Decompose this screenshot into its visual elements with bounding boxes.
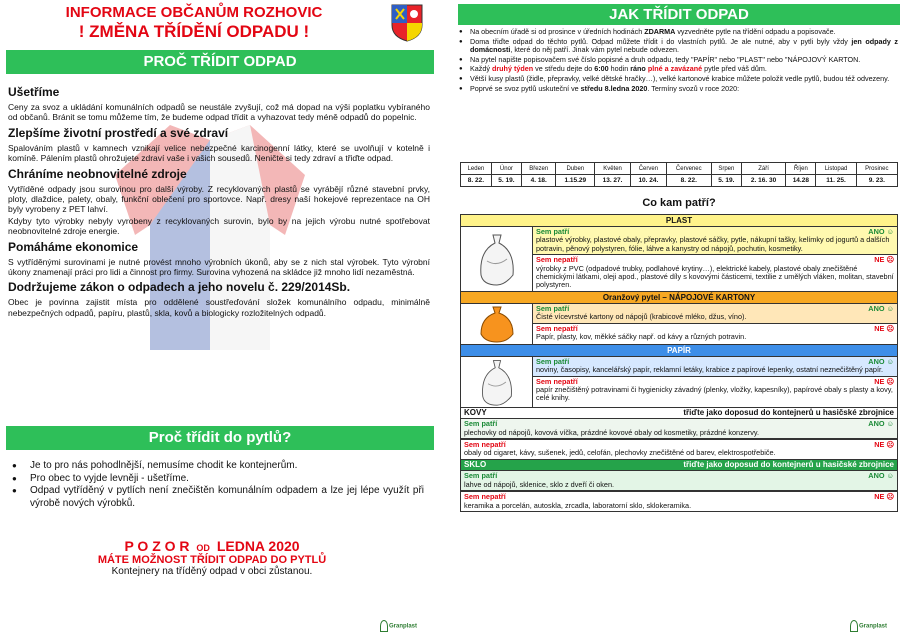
papir-row — [461, 356, 897, 407]
coat-of-arms-icon — [390, 3, 424, 43]
list-item: ● Poprvé se svoz pytlů uskuteční ve středu 8.ledna 2020. Termíny svozů v roce 2020: — [458, 85, 898, 94]
notice — [20, 538, 404, 578]
sklo-note: třiďte jako doposud do kontejnerů u hasičské zbrojnice — [683, 459, 894, 469]
notice-title — [20, 538, 404, 554]
sem-patri-label: Sem patří — [536, 303, 570, 313]
section-text: Spalováním plastů v kamnech vznikají velice nebezpečné karcinogenní látky, které se uvolňují v kotelně i komíně. Pálením plastů ohrožujete zdraví vaše i vašich sousedů. Neničte si tedy zdraví a třiďte odpad. — [8, 142, 430, 164]
plast-no-text: výrobky z PVC (odpadové trubky, podlahové krytiny…), elektrické kabely, plastové obaly znečištěné chemickými látkami, oleji apod., plastové díly s kovovými částicemi, textilie z umělých vláken, molitan, stavební polystyren. — [536, 263, 894, 290]
section-title: Dodržujeme zákon o odpadech a jeho novelu č. 229/2014Sb. — [8, 280, 351, 295]
section-text: S vytříděnými surovinami je nutné provést mnoho výrobních úkonů, aby se z nich stal výrobek. Tyto výrobní úkony znamenají práci pro lidi a činnost pro firmy. Surovina vyhozená na skládce již mnoho lidí nezaměstná. — [8, 256, 430, 278]
notice-line3: Kontejnery na tříděný odpad v obci zůstanou. — [111, 566, 313, 577]
bag-cell — [461, 304, 533, 344]
date-cell: 9. 23. — [856, 175, 897, 187]
ne-label: NE ☹ — [874, 440, 894, 450]
list-item: ● Je to pro nás pohodlnější, nemusíme chodit ke kontejnerům. — [10, 460, 424, 473]
month-cell: Březen — [522, 163, 556, 175]
month-cell: Listopad — [816, 163, 856, 175]
ano-label: ANO ☺ — [868, 471, 894, 481]
list-item: ● Na obecním úřadě si od prosince v úředních hodinách ZDARMA vyzvedněte pytle na třídění odpadu a popisovače. — [458, 28, 898, 37]
plast-yes-text: plastové výrobky, plastové obaly, přepravky, plastové sáčky, pytle, nákupní tašky, kelímky od jogurtů a dalších potravin, pěnový polystyren, fólie, láhve a kanystry od nápojů, pochutin, kosmetiky. — [536, 235, 890, 253]
sklo-no-text: keramika a porcelán, autoskla, zrcadla, laboratorní sklo, sklokeramika. — [464, 500, 692, 510]
date-cell: 14.28 — [786, 175, 816, 187]
karton-title: Oranžový pytel – NÁPOJOVÉ KARTONY — [461, 292, 897, 303]
papir-yes — [533, 357, 897, 377]
notice-word: P O Z O R — [124, 538, 190, 554]
plast-title: PLAST — [461, 215, 897, 226]
date-cell: 8. 22. — [461, 175, 492, 187]
logo-mark-icon — [850, 620, 858, 632]
ano-label: ANO ☺ — [868, 419, 894, 429]
kovy-yes — [461, 418, 897, 439]
month-cell: Červenec — [666, 163, 711, 175]
date-cell: 10. 24. — [630, 175, 666, 187]
sem-nepatri-label: Sem nepatří — [464, 440, 506, 450]
how-sort-list — [458, 28, 898, 94]
ano-label: ANO ☺ — [868, 303, 894, 313]
collection-schedule — [460, 162, 898, 187]
karton-no — [533, 324, 897, 343]
month-cell: Květen — [595, 163, 631, 175]
header-line2: ! ZMĚNA TŘÍDĚNÍ ODPADU ! — [78, 22, 310, 41]
sem-nepatri-label: Sem nepatří — [536, 255, 578, 265]
date-cell: 13. 27. — [595, 175, 631, 187]
month-cell: Červen — [630, 163, 666, 175]
notice-line2: MÁTE MOŽNOST TŘÍDIT ODPAD DO PYTLŮ — [97, 554, 327, 566]
logo-mark-icon — [380, 620, 388, 632]
list-item: ● Na pytel napište popisovačem své číslo popisné a druh odpadu, tedy "PAPÍR" nebo "PLAST" nebo "NÁPOJOVÝ KARTON. — [458, 56, 898, 65]
bag-cell — [461, 227, 533, 291]
sem-nepatri-label: Sem nepatří — [464, 492, 506, 502]
months-row — [461, 163, 898, 175]
month-cell: Únor — [491, 163, 521, 175]
kovy-title: KOVY — [464, 407, 487, 417]
list-item: ● Větší kusy plastů (židle, přepravky, velké dětské hračky…), velké kartonové krabice můžete položit vedle pytlů, budou též odvezeny. — [458, 75, 898, 84]
notice-od: OD — [196, 543, 210, 553]
karton-no-text: Papír, plasty, kov, měkké sáčky např. od kávy a různých potravin. — [536, 332, 747, 342]
section-text: Vytříděné odpady jsou surovinou pro další výroby. Z recyklovaných plastů se vyrábějí různé stavební prvky, ploty, dlaždice, palety, obaly, funkční oblečení pro sportovce. Např. dresy naší hokejové reprezentace na OH byly vyrobeny z PET lahví. — [8, 183, 430, 215]
ano-label: ANO ☺ — [868, 356, 894, 366]
clear-bag-icon — [475, 231, 519, 287]
section-text: Kdyby tyto výrobky nebyly vyrobeny z recyklovaných surovin, bylo by na jejich výrobu nutné spotřebovat neobnovitelné zdroje energie. — [8, 215, 430, 237]
month-cell: Prosinec — [856, 163, 897, 175]
sorting-guide — [460, 214, 898, 512]
sklo-title: SKLO — [464, 459, 487, 469]
orange-bag-icon — [477, 304, 517, 344]
kovy-yes-text: plechovky od nápojů, kovová víčka, prázdné kovové obaly od kosmetiky, prázdné konzervy. — [464, 427, 760, 437]
papir-section — [460, 345, 898, 408]
date-cell: 5. 19. — [711, 175, 741, 187]
karton-yes-text: Čisté vícevrstvé kartony od nápojů (krabicové mléko, džus, víno). — [536, 312, 747, 322]
section-title: Pomáháme ekonomice — [8, 239, 139, 254]
section-title: Ušetříme — [8, 85, 60, 99]
ne-label: NE ☹ — [874, 492, 894, 502]
why-sort-text — [8, 82, 430, 319]
sklo-yes-text: lahve od nápojů, sklenice, sklo z dveří či oken. — [464, 479, 615, 489]
plast-section — [460, 214, 898, 292]
ne-label: NE ☹ — [874, 376, 894, 386]
date-cell: 8. 22. — [666, 175, 711, 187]
section-text: Obec je povinna zajistit místa pro oddělené soustřeďování složek komunálního odpadu, minimálně nebezpečných odpadů, papíru, plastů, skla, kovů a biologicky rozložitelných odpadů. — [8, 297, 430, 318]
karton-section — [460, 292, 898, 345]
papir-no — [533, 377, 897, 404]
ne-label: NE ☹ — [874, 255, 894, 265]
month-cell: Srpen — [711, 163, 741, 175]
bag-cell — [461, 357, 533, 407]
sem-nepatri-label: Sem nepatří — [536, 323, 578, 333]
date-cell: 5. 19. — [491, 175, 521, 187]
papir-yes-text: noviny, časopisy, kancelářský papír, reklamní letáky, krabice z papírové lepenky, ostatní neznečištěný papír. — [536, 365, 884, 375]
date-cell: 4. 18. — [522, 175, 556, 187]
list-item: ● Každý druhý týden ve středu dejte do 6:00 hodin ráno plné a zavázané pytle před váš dům. — [458, 65, 898, 74]
sem-nepatri-label: Sem nepatří — [536, 376, 578, 386]
why-bags-bar: Proč třídit do pytlů? — [6, 426, 434, 450]
plast-yes — [533, 227, 897, 255]
sem-patri-label: Sem patří — [464, 419, 498, 429]
kovy-no-text: obaly od cigaret, kávy, sušenek, jedů, celofán, plechovky znečištěné od barev, elektrospotřebiče. — [464, 448, 776, 458]
sklo-no — [461, 491, 897, 511]
section-title: Chráníme neobnovitelné zdroje — [8, 166, 187, 181]
list-item: ● Odpad vytříděný v pytlích není znečištěn komunálním odpadem a lze jej lépe využít při výrobě nových výrobků. — [10, 485, 424, 510]
plast-items — [533, 227, 897, 291]
logo-text: Granplast — [389, 623, 418, 630]
sem-patri-label: Sem patří — [536, 356, 570, 366]
ano-label: ANO ☺ — [868, 227, 894, 236]
plast-row — [461, 226, 897, 291]
section-text: Ceny za svoz a ukládání komunálních odpadů se neustále zvyšují, což má dopad na výši poplatku vybíraného od občanů. Bránit se tomu můžeme tím, že budeme odpad třídit a vyhazovat tedy méně odpadů do popelnic. — [8, 102, 430, 123]
why-sort-bar: PROČ TŘÍDIT ODPAD — [6, 50, 434, 74]
sem-patri-label: Sem patří — [464, 471, 498, 481]
month-cell: Leden — [461, 163, 492, 175]
karton-items — [533, 304, 897, 344]
left-page — [0, 0, 442, 638]
logo-text: Granplast — [859, 623, 888, 630]
month-cell: Duben — [556, 163, 595, 175]
how-sort-bar: JAK TŘÍDIT ODPAD — [458, 4, 900, 25]
kovy-section — [460, 408, 898, 460]
kovy-header — [461, 408, 897, 418]
plast-no — [533, 255, 897, 291]
dates-row — [461, 175, 898, 187]
month-cell: Říjen — [786, 163, 816, 175]
papir-no-text: papír znečištěný potravinami či hygienicky závadný (plenky, vložky, kapesníky), papírové obaly s plasty a kovy, celé knihy. — [536, 385, 893, 403]
sklo-header — [461, 460, 897, 470]
kovy-note: třiďte jako doposud do kontejnerů u hasičské zbrojnice — [683, 407, 894, 417]
list-item: ● Doma třiďte odpad do těchto pytlů. Odpad můžete třídit i do vlastních pytlů. Je ale nutné, aby v pytli byly vždy jen odpady z domácnosti, které do něj patří. Jinak vám pytel nebude odvezen. — [458, 38, 898, 55]
notice-date: LEDNA 2020 — [216, 538, 300, 554]
sem-patri-label: Sem patří — [536, 227, 570, 236]
karton-row — [461, 303, 897, 344]
papir-title: PAPÍR — [461, 345, 897, 356]
clear-bag-icon — [476, 357, 518, 407]
header-line1: INFORMACE OBČANŮM ROZHOVIC — [65, 4, 323, 21]
karton-yes — [533, 304, 897, 324]
right-page — [458, 0, 900, 638]
date-cell: 1.15.29 — [556, 175, 595, 187]
sklo-section — [460, 460, 898, 512]
header — [6, 4, 382, 42]
why-bags-list — [10, 460, 424, 510]
list-item: ● Pro obec to vyjde levněji - ušetříme. — [10, 473, 424, 486]
granplast-logo — [380, 620, 438, 636]
sklo-yes — [461, 470, 897, 491]
date-cell: 11. 25. — [816, 175, 856, 187]
ne-label: NE ☹ — [874, 323, 894, 333]
what-goes-where-title: Co kam patří? — [642, 197, 716, 209]
papir-items — [533, 357, 897, 407]
section-title: Zlepšíme životní prostředí a své zdraví — [8, 125, 229, 140]
granplast-logo — [850, 620, 900, 636]
month-cell: Září — [741, 163, 785, 175]
kovy-no — [461, 439, 897, 459]
date-cell: 2. 16. 30 — [741, 175, 785, 187]
